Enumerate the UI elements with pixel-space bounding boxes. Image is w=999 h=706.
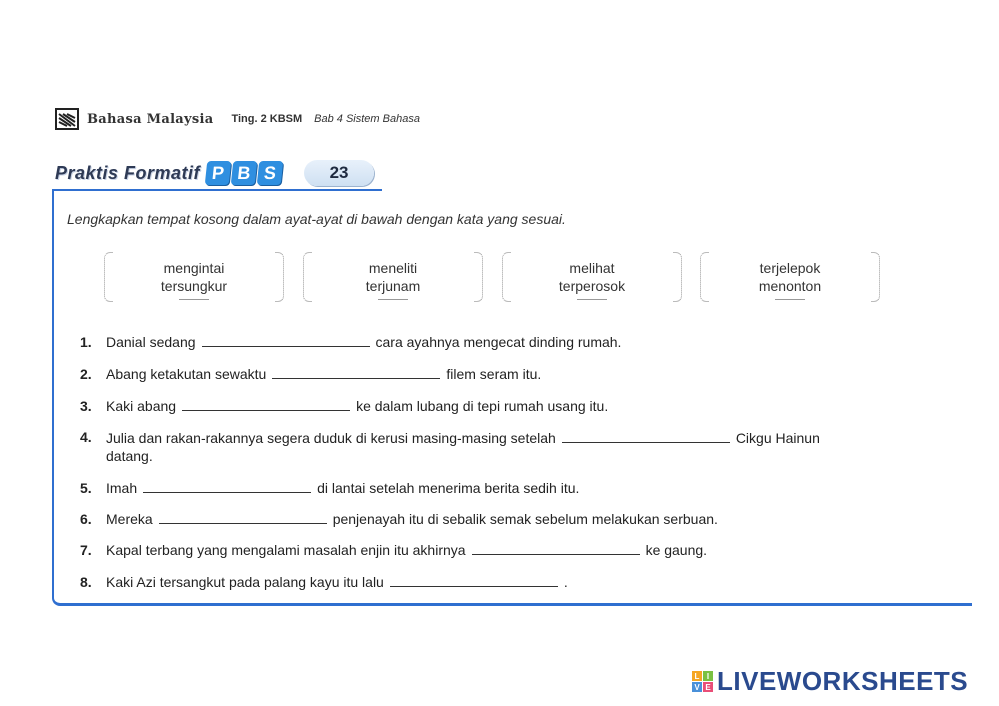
word-option: melihat (569, 260, 615, 276)
question-number: 6. (80, 511, 92, 527)
question-item (80, 398, 608, 414)
word-option: menonton (758, 278, 822, 294)
question-text: . (563, 574, 568, 590)
word-option: terjelepok (759, 260, 821, 276)
question-text: di lantai setelah menerima berita sedih itu. (317, 480, 580, 496)
word-option: mengintai (163, 260, 225, 276)
logo-text: LIVEWORKSHEETS (717, 666, 969, 696)
question-item (80, 574, 568, 590)
question-text: penjenayah itu di sebalik semak sebelum melakukan serbuan. (332, 511, 718, 527)
answer-blank[interactable] (390, 574, 558, 587)
question-item (80, 334, 621, 350)
question-text: Cikgu Hainun (735, 430, 820, 446)
practice-number: 23 (304, 160, 374, 186)
question-text: Mereka (106, 511, 153, 527)
question-text: Kaki Azi tersangkut pada palang kayu itu lalu (106, 574, 384, 590)
answer-blank[interactable] (202, 334, 370, 347)
practice-title: Praktis Formatif (55, 162, 201, 183)
word-box (502, 248, 682, 306)
question-number: 4. (80, 429, 92, 445)
pbs-badge (206, 161, 282, 185)
answer-blank[interactable] (562, 430, 730, 443)
question-text: Kapal terbang yang mengalami masalah enjin itu akhirnya (106, 542, 466, 558)
box-underline (378, 299, 408, 300)
question-number: 3. (80, 398, 92, 414)
word-option: tersungkur (160, 278, 228, 294)
word-option: meneliti (368, 260, 418, 276)
question-text: Imah (106, 480, 138, 496)
liveworksheets-logo (692, 666, 968, 697)
question-number: 8. (80, 574, 92, 590)
word-option: terjunam (365, 278, 421, 294)
question-item (80, 429, 820, 465)
answer-blank[interactable] (143, 480, 311, 493)
question-text: Danial sedang (106, 334, 196, 350)
question-number: 1. (80, 334, 92, 350)
answer-blank[interactable] (182, 398, 350, 411)
practice-heading (55, 160, 374, 186)
box-underline (775, 299, 805, 300)
question-text: cara ayahnya mengecat dinding rumah. (375, 334, 622, 350)
book-icon (55, 108, 79, 130)
question-item (80, 542, 707, 558)
word-box (303, 248, 483, 306)
subject-title: Bahasa Malaysia (87, 111, 214, 127)
word-option: terperosok (558, 278, 626, 294)
question-item (80, 511, 718, 527)
instruction-text: Lengkapkan tempat kosong dalam ayat-ayat di bawah dengan kata yang sesuai. (67, 211, 566, 227)
answer-blank[interactable] (272, 366, 440, 379)
question-item (80, 366, 541, 382)
pbs-letter: S (257, 161, 284, 185)
logo-grid-icon: L I V E (692, 671, 713, 692)
question-text-cont: datang. (106, 448, 153, 464)
chapter-label: Bab 4 Sistem Bahasa (314, 113, 420, 125)
question-number: 5. (80, 480, 92, 496)
answer-blank[interactable] (159, 511, 327, 524)
word-box (700, 248, 880, 306)
question-item (80, 480, 579, 496)
question-text: filem seram itu. (446, 366, 542, 382)
question-text: Julia dan rakan-rakannya segera duduk di kerusi masing-masing setelah (106, 430, 556, 446)
question-text: ke gaung. (645, 542, 708, 558)
question-number: 7. (80, 542, 92, 558)
level-label: Ting. 2 KBSM (231, 113, 303, 125)
box-underline (577, 299, 607, 300)
question-text: ke dalam lubang di tepi rumah usang itu. (356, 398, 609, 414)
question-text: Abang ketakutan sewaktu (106, 366, 267, 382)
pbs-letter: B (231, 161, 258, 185)
question-text: Kaki abang (106, 398, 177, 414)
pbs-letter: P (205, 161, 232, 185)
answer-blank[interactable] (472, 542, 640, 555)
book-header (55, 108, 420, 130)
question-number: 2. (80, 366, 92, 382)
box-underline (179, 299, 209, 300)
word-box (104, 248, 284, 306)
